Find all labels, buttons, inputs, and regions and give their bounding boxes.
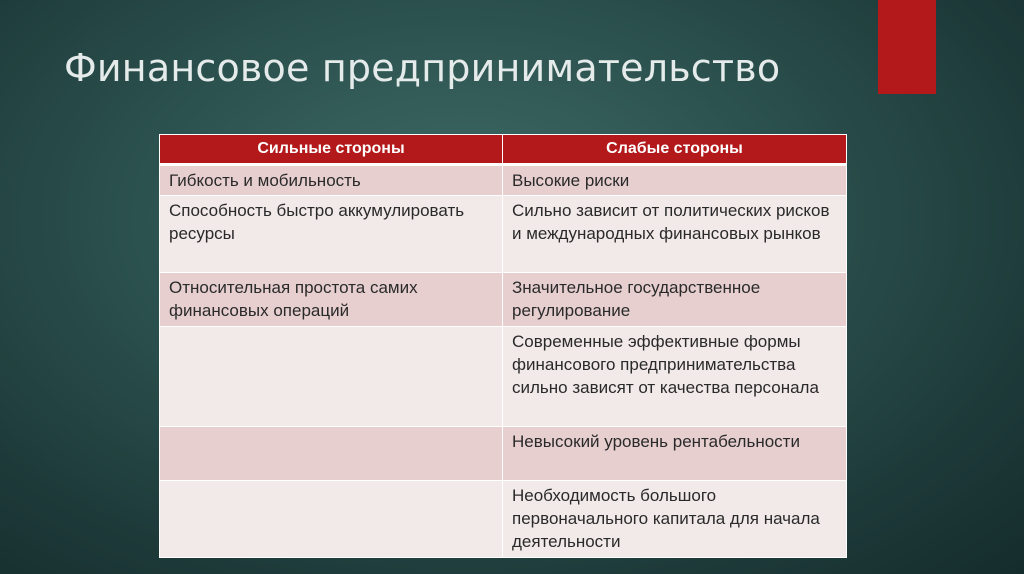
header-strengths: Сильные стороны [160, 135, 503, 165]
table-row [160, 273, 847, 327]
weakness-cell: Необходимость большого первоначального капитала для начала деятельности [503, 481, 847, 558]
weakness-cell: Современные эффективные формы финансового предпринимательства сильно зависят от качества персонала [503, 327, 847, 427]
strength-cell: Относительная простота самих финансовых операций [160, 273, 503, 327]
accent-bar [878, 0, 936, 94]
strength-cell [160, 427, 503, 481]
table-row [160, 165, 847, 196]
header-weaknesses: Слабые стороны [503, 135, 847, 165]
weakness-cell: Невысокий уровень рентабельности [503, 427, 847, 481]
table-row [160, 427, 847, 481]
table-row [160, 327, 847, 427]
strengths-weaknesses-table [159, 134, 847, 558]
strength-cell: Способность быстро аккумулировать ресурсы [160, 196, 503, 273]
slide-title: Финансовое предпринимательство [64, 46, 781, 90]
table-header-row [160, 135, 847, 165]
weakness-cell: Сильно зависит от политических рисков и международных финансовых рынков [503, 196, 847, 273]
strength-cell: Гибкость и мобильность [160, 165, 503, 196]
strength-cell [160, 481, 503, 558]
weakness-cell: Высокие риски [503, 165, 847, 196]
strength-cell [160, 327, 503, 427]
weakness-cell: Значительное государственное регулирование [503, 273, 847, 327]
table-row [160, 196, 847, 273]
table-row [160, 481, 847, 558]
